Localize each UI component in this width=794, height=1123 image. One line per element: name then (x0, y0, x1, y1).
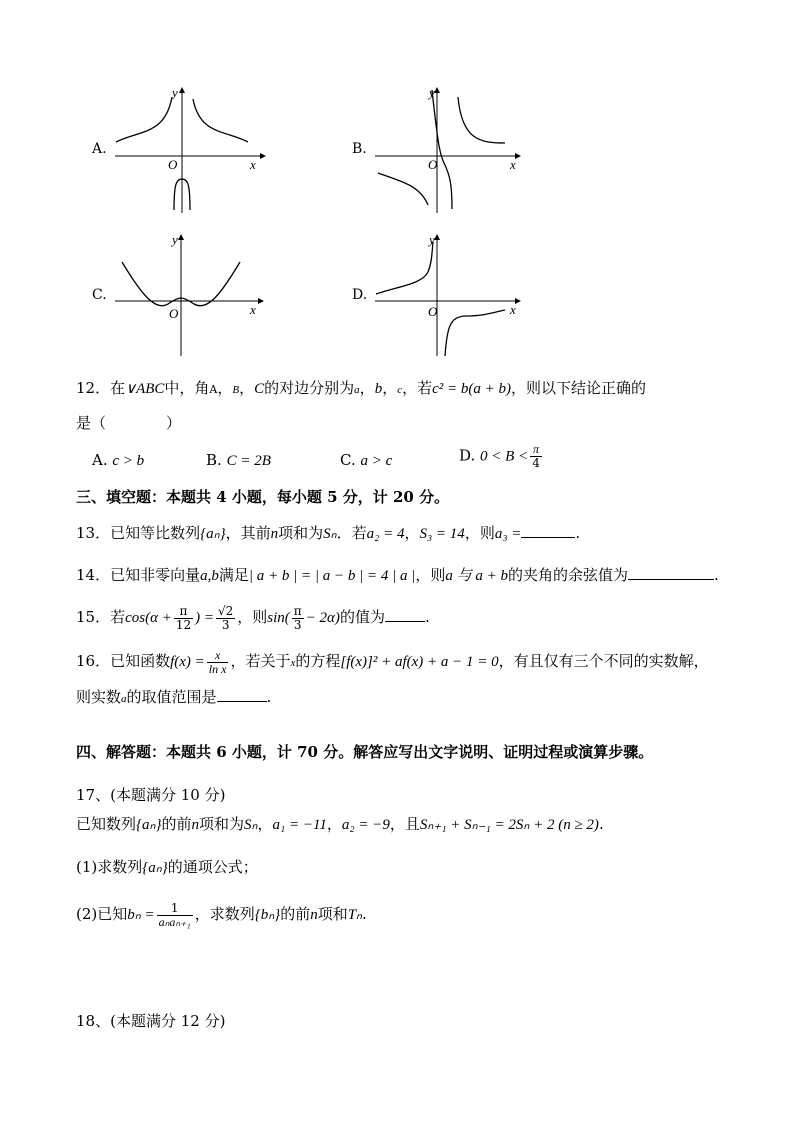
graph-a-curve-right (193, 99, 248, 142)
q12-text: ，若 (402, 379, 433, 397)
graph-b (370, 85, 530, 215)
q13-answer-blank[interactable] (521, 523, 575, 538)
graph-a (110, 85, 270, 215)
section-3-title: 三、填空题：本题共 4 小题，每小题 5 分，计 20 分。 (76, 488, 450, 506)
graph-d-x-arrow (515, 298, 521, 304)
graph-b-y-label: y (429, 85, 435, 100)
graph-c-label: C. (92, 287, 107, 303)
graph-a-label: A. (92, 141, 107, 157)
graph-d-curve-left (376, 242, 433, 294)
graph-c-x-arrow (258, 298, 264, 304)
q12-angle-b: B (232, 384, 240, 396)
graph-b-y-arrow (434, 87, 440, 93)
graph-a-y-arrow (179, 87, 185, 93)
q12-text: ，则以下结论正确的 (511, 379, 647, 397)
graph-a-x-label: x (250, 157, 256, 172)
q17-head: 17、(本题满分 10 分) (76, 786, 226, 804)
q12-option-d: D. 0 < B < $\frac{\pi}{4}$ (459, 442, 540, 470)
q12-side-a: a (354, 384, 360, 396)
graph-b-curve-right (458, 97, 505, 143)
q16-line2: 则实数a的取值范围是 . (76, 688, 272, 706)
q16-line1: 16．已知函数f(x) = $\frac{x}{\text{ln x}}$ ，若关于x的方程[f(x)]² + af(x) + a − 1 = 0，有且仅有三个不同的实数解， (76, 647, 709, 676)
graph-d-y-label: y (429, 232, 435, 247)
graph-c-y-label: y (172, 232, 178, 247)
graph-b-curve-left (378, 173, 428, 205)
graph-d-curve-right (445, 310, 505, 356)
q12-option-b: B. C = 2B (206, 451, 271, 469)
q12-angle-a: A (209, 383, 218, 396)
graph-a-y-label: y (172, 85, 178, 100)
graph-b-curve-mid (432, 90, 452, 209)
q12-angle-c: C (254, 381, 265, 397)
q17-stem: 已知数列{aₙ}的前n项和为Sₙ，a₁ = −11，a₂ = −9，且Sₙ₊₁ + Sₙ₋₁ = 2Sₙ + 2 (n ≥ 2). (76, 815, 604, 833)
q12-side-b: b (374, 381, 383, 397)
graph-d-origin: O (428, 304, 438, 319)
graph-a-x-arrow (260, 153, 266, 159)
q12-text: 的对边分别为 (264, 379, 355, 397)
q12-option-a: A. c > b (92, 451, 145, 469)
q12-side-c: c (397, 384, 403, 396)
graph-d-x-label: x (510, 302, 516, 317)
q12-sep: ， (239, 379, 255, 397)
graph-d (370, 232, 530, 358)
graph-b-label: B. (352, 141, 367, 157)
q17-part1: (1)求数列{aₙ}的通项公式； (76, 858, 258, 876)
q15: 15．若cos(α + $\frac{\pi}{12}$ ) = $\frac{√2}{3}$ ，则sin( $\frac{\pi}{3}$ − 2α)的值为 . (76, 603, 430, 632)
section-4-title: 四、解答题：本题共 6 小题，计 70 分。解答应写出文字说明、证明过程或演算步骤。 (76, 743, 654, 761)
q12-triangle: ∨ABC (125, 381, 165, 397)
q12-sep: ， (217, 379, 233, 397)
q17-part2: (2)已知bₙ = $\frac{1}{\text{aₙaₙ₊₁}}$ ，求数列{bₙ}的前n项和Tₙ. (76, 900, 367, 929)
q13: 13．已知等比数列{aₙ}，其前n项和为Sₙ．若a₂ = 4，S₃ = 14，则a₃ = . (76, 524, 581, 542)
graph-d-label: D. (352, 287, 368, 303)
graph-c-origin: O (169, 306, 179, 321)
graph-b-origin: O (428, 157, 438, 172)
graph-c (110, 232, 270, 358)
q12-condition: c² = b(a + b) (432, 381, 511, 397)
graph-b-x-arrow (515, 153, 521, 159)
q16-answer-blank[interactable] (217, 687, 267, 702)
graph-b-x-label: x (510, 157, 516, 172)
q12-line2: 是（ ） (76, 414, 182, 432)
q14: 14．已知非零向量a,b满足| a + b | = | a − b | = 4 | a |，则a 与 a + b的夹角的余弦值为 . (76, 566, 719, 584)
graph-c-y-arrow (178, 234, 184, 240)
q14-answer-blank[interactable] (628, 565, 714, 580)
graph-d-y-arrow (434, 234, 440, 240)
q12-text: 中，角 (164, 379, 210, 397)
q12-line1: 12．在∨ABC中，角A，B，C的对边分别为a，b，c，若c² = b(a + b)，则以下结论正确的 (76, 379, 647, 397)
graph-a-curve-left (116, 97, 172, 142)
q12-text: 12．在 (76, 379, 126, 397)
graph-a-origin: O (168, 157, 178, 172)
q15-answer-blank[interactable] (385, 607, 425, 622)
q18-head: 18、(本题满分 12 分) (76, 1012, 226, 1030)
graph-c-x-label: x (250, 302, 256, 317)
q12-option-c: C. a > c (340, 451, 393, 469)
